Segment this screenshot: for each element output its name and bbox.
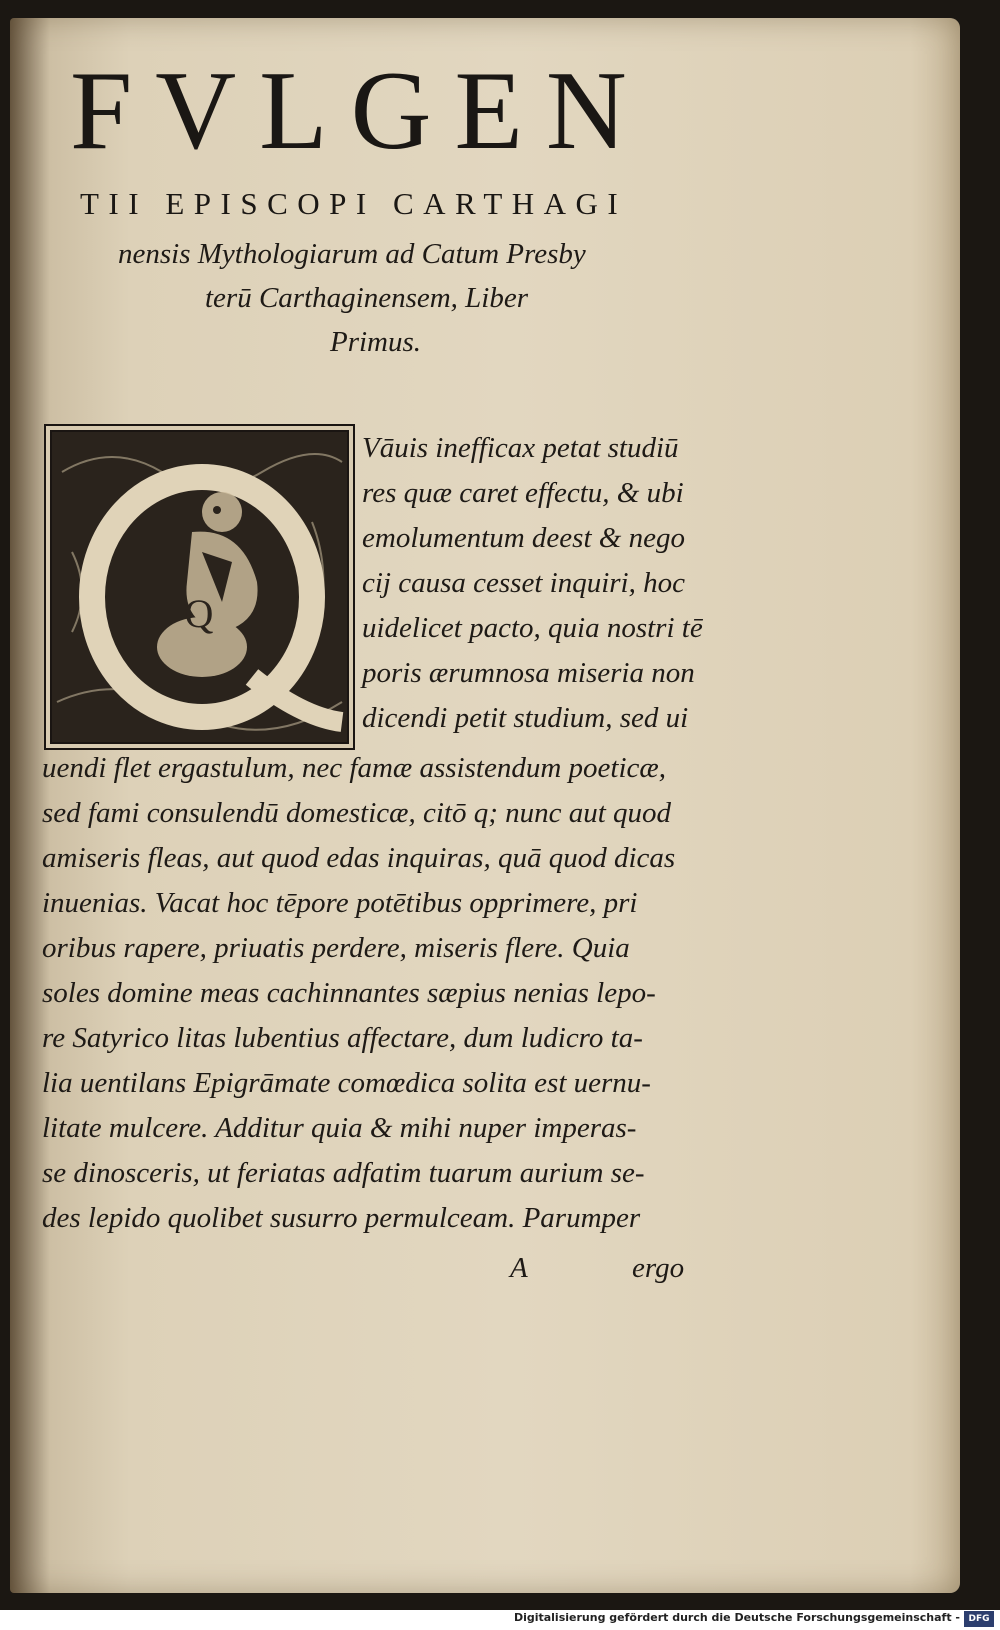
body-line: uendi flet ergastulum, nec famæ assistendum poeticæ, <box>42 752 666 784</box>
footer-credit: Digitalisierung gefördert durch die Deutsche Forschungsgemeinschaft - <box>513 1611 960 1624</box>
body-line: re Satyrico litas lubentius affectare, dum ludicro ta- <box>42 1022 643 1054</box>
title-line-2: TII EPISCOPI CARTHAGI <box>80 186 628 221</box>
body-line: des lepido quolibet susurro permulceam. Parumper <box>42 1202 641 1234</box>
woodcut-initial-q-icon <box>50 430 349 744</box>
body-line: oribus rapere, priuatis perdere, miseris flere. Quia <box>42 932 630 964</box>
body-line: emolumentum deest & nego <box>362 522 685 554</box>
body-line: amiseris fleas, aut quod edas inquiras, quā quod dicas <box>42 842 676 874</box>
body-line: res quæ caret effectu, & ubi <box>362 477 684 509</box>
body-line: se dinosceris, ut feriatas adfatim tuarum aurium se- <box>42 1157 645 1189</box>
body-line: Vāuis inefficax petat studiū <box>362 432 679 464</box>
subtitle-line: terū Carthaginensem, Liber <box>205 282 529 314</box>
subtitle-line: nensis Mythologiarum ad Catum Presby <box>118 238 586 270</box>
page-title: FVLGEN <box>70 49 650 173</box>
dfg-logo: DFG <box>964 1611 994 1627</box>
body-line: dicendi petit studium, sed ui <box>362 702 689 734</box>
drop-cap-letter: Q <box>184 591 214 636</box>
body-line: sed fami consulendū domesticæ, citō q; nunc aut quod <box>42 797 672 829</box>
body-line: cij causa cesset inquiri, hoc <box>362 567 685 599</box>
body-line: lia uentilans Epigrāmate comœdica solita est uernu- <box>42 1067 651 1099</box>
body-line: inuenias. Vacat hoc tēpore potētibus opprimere, pri <box>42 887 638 919</box>
signature-mark: A <box>510 1252 528 1284</box>
body-line: litate mulcere. Additur quia & mihi nuper imperas- <box>42 1112 637 1144</box>
body-line: soles domine meas cachinnantes sæpius nenias lepo- <box>42 977 656 1009</box>
body-line: poris ærumnosa miseria non <box>362 657 695 689</box>
subtitle-line: Primus. <box>330 326 422 358</box>
catchword: ergo <box>632 1252 685 1284</box>
body-line: uidelicet pacto, quia nostri tē <box>362 612 703 644</box>
